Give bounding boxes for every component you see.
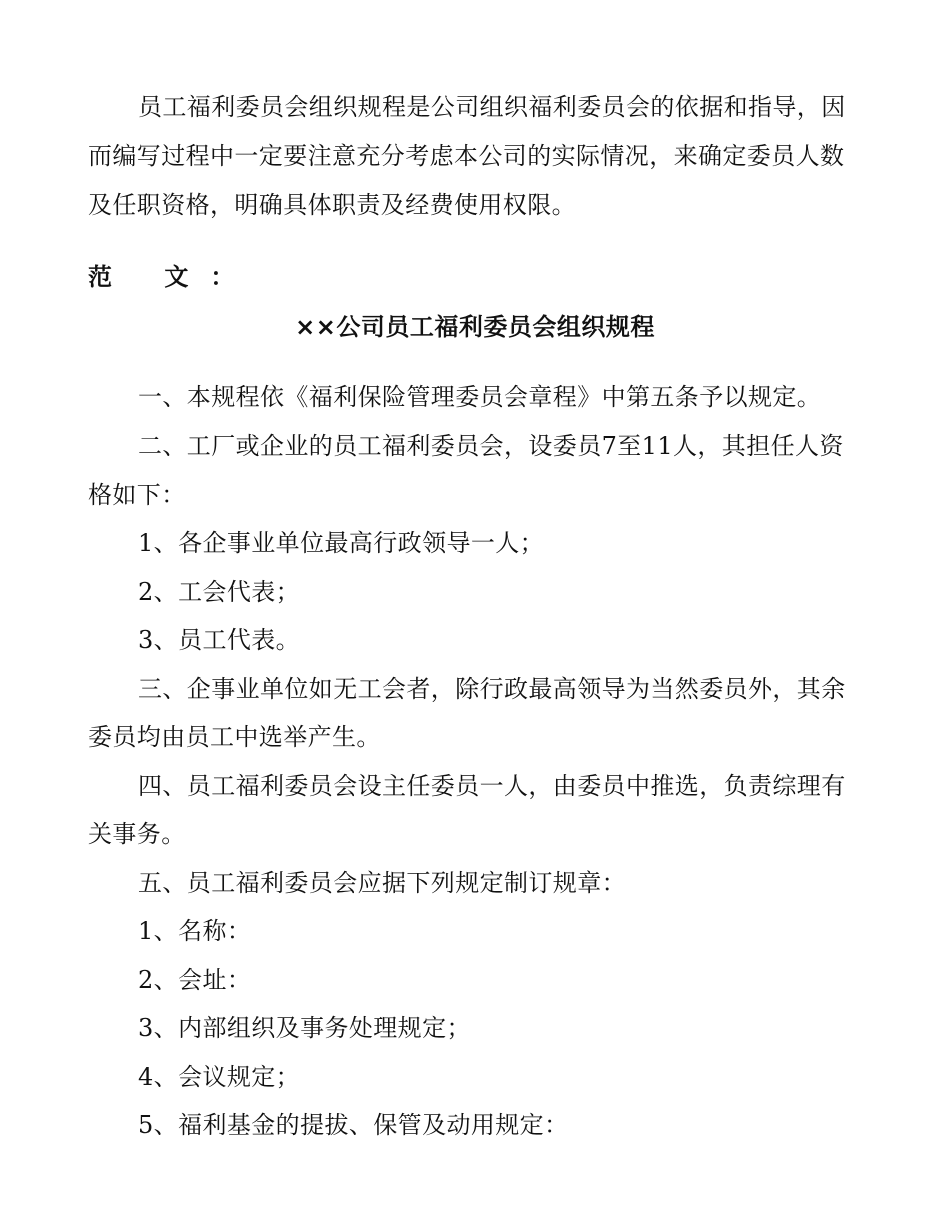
intro-line-2: 而编写过程中一定要注意充分考虑本公司的实际情况，来确定委员人数 (88, 142, 845, 170)
article-3-line-2: 委员均由员工中选举产生。 (88, 723, 381, 751)
article-2-line-2: 格如下： (88, 481, 186, 509)
article-2-item-3: 3、员工代表。 (138, 626, 301, 654)
sample-label: 范 文： (88, 263, 257, 291)
article-5: 五、员工福利委员会应据下列规定制订规章： (138, 869, 626, 897)
article-5-item-3: 3、内部组织及事务处理规定； (138, 1014, 471, 1042)
intro-line-3: 及任职资格，明确具体职责及经费使用权限。 (88, 191, 576, 219)
document-title: ××公司员工福利委员会组织规程 (295, 313, 655, 341)
intro-line-1: 员工福利委员会组织规程是公司组织福利委员会的依据和指导，因 (138, 93, 846, 121)
article-5-item-1: 1、名称： (138, 917, 252, 945)
article-1: 一、本规程依《福利保险管理委员会章程》中第五条予以规定。 (138, 383, 822, 411)
article-2-item-1: 1、各企事业单位最高行政领导一人； (138, 529, 545, 557)
article-4-line-1: 四、员工福利委员会设主任委员一人，由委员中推选，负责综理有 (138, 772, 846, 800)
article-5-item-2: 2、会址： (138, 966, 252, 994)
article-5-item-4: 4、会议规定； (138, 1063, 301, 1091)
article-2-line-1: 二、工厂或企业的员工福利委员会，设委员7至11人，其担任人资 (138, 432, 844, 460)
article-5-item-5: 5、福利基金的提拔、保管及动用规定： (138, 1111, 569, 1139)
article-4-line-2: 关事务。 (88, 820, 186, 848)
article-2-item-2: 2、工会代表； (138, 578, 301, 606)
article-3-line-1: 三、企事业单位如无工会者，除行政最高领导为当然委员外，其余 (138, 675, 846, 703)
